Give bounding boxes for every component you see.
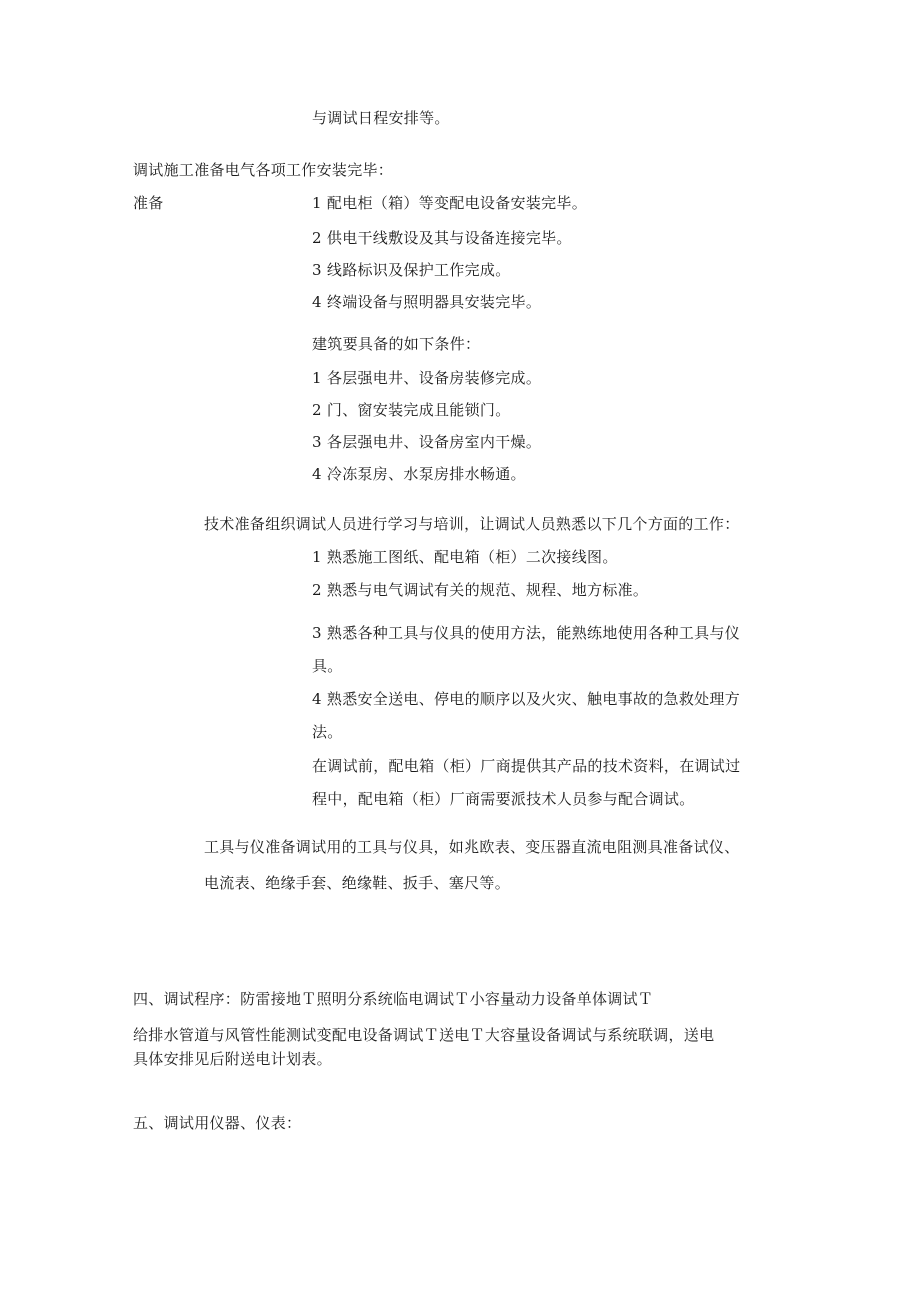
list-item: 1 各层强电井、设备房装修完成。 (312, 369, 542, 387)
section5-heading: 五、调试用仪器、仪表： (133, 1114, 302, 1132)
intro-tail: 与调试日程安排等。 (312, 109, 450, 127)
list-item: 4 冷冻泵房、水泵房排水畅通。 (312, 465, 526, 483)
list-item: 1 配电柜（箱）等变配电设备安装完毕。 (312, 194, 588, 212)
section4-line: 具体安排见后附送电计划表。 (133, 1050, 332, 1068)
prep-heading: 调试施工准备电气各项工作安装完毕： (133, 161, 394, 179)
tools-line: 工具与仪准备调试用的工具与仪具，如兆欧表、变压器直流电阻测具准备试仪、 (204, 838, 740, 856)
prep-label: 准备 (133, 194, 164, 212)
section4-line: 给排水管道与风管性能测试变配电设备调试Ｔ送电Ｔ大容量设备调试与系统联调，送电 (133, 1026, 715, 1044)
building-heading: 建筑要具备的如下条件： (312, 335, 481, 353)
list-item: 3 熟悉各种工具与仪具的使用方法，能熟练地使用各种工具与仪 (312, 624, 741, 642)
tech-heading: 技术准备组织调试人员进行学习与培训，让调试人员熟悉以下几个方面的工作： (204, 515, 740, 533)
list-item: 2 熟悉与电气调试有关的规范、规程、地方标准。 (312, 581, 649, 599)
list-item: 4 熟悉安全送电、停电的顺序以及火灾、触电事故的急救处理方 (312, 690, 741, 708)
list-item: 具。 (312, 657, 343, 675)
list-item: 4 终端设备与照明器具安装完毕。 (312, 293, 542, 311)
list-item: 法。 (312, 723, 343, 741)
list-item: 3 线路标识及保护工作完成。 (312, 261, 511, 279)
list-item: 2 门、窗安装完成且能锁门。 (312, 401, 511, 419)
tools-line: 电流表、绝缘手套、绝缘鞋、扳手、塞尺等。 (204, 874, 511, 892)
list-item: 3 各层强电井、设备房室内干燥。 (312, 433, 542, 451)
section4-line: 四、调试程序：防雷接地Ｔ照明分系统临电调试Ｔ小容量动力设备单体调试Ｔ (133, 990, 654, 1008)
list-item: 程中，配电箱（柜）厂商需要派技术人员参与配合调试。 (312, 790, 695, 808)
list-item: 2 供电干线敷设及其与设备连接完毕。 (312, 229, 572, 247)
list-item: 在调试前，配电箱（柜）厂商提供其产品的技术资料，在调试过 (312, 757, 741, 775)
list-item: 1 熟悉施工图纸、配电箱（柜）二次接线图。 (312, 548, 618, 566)
